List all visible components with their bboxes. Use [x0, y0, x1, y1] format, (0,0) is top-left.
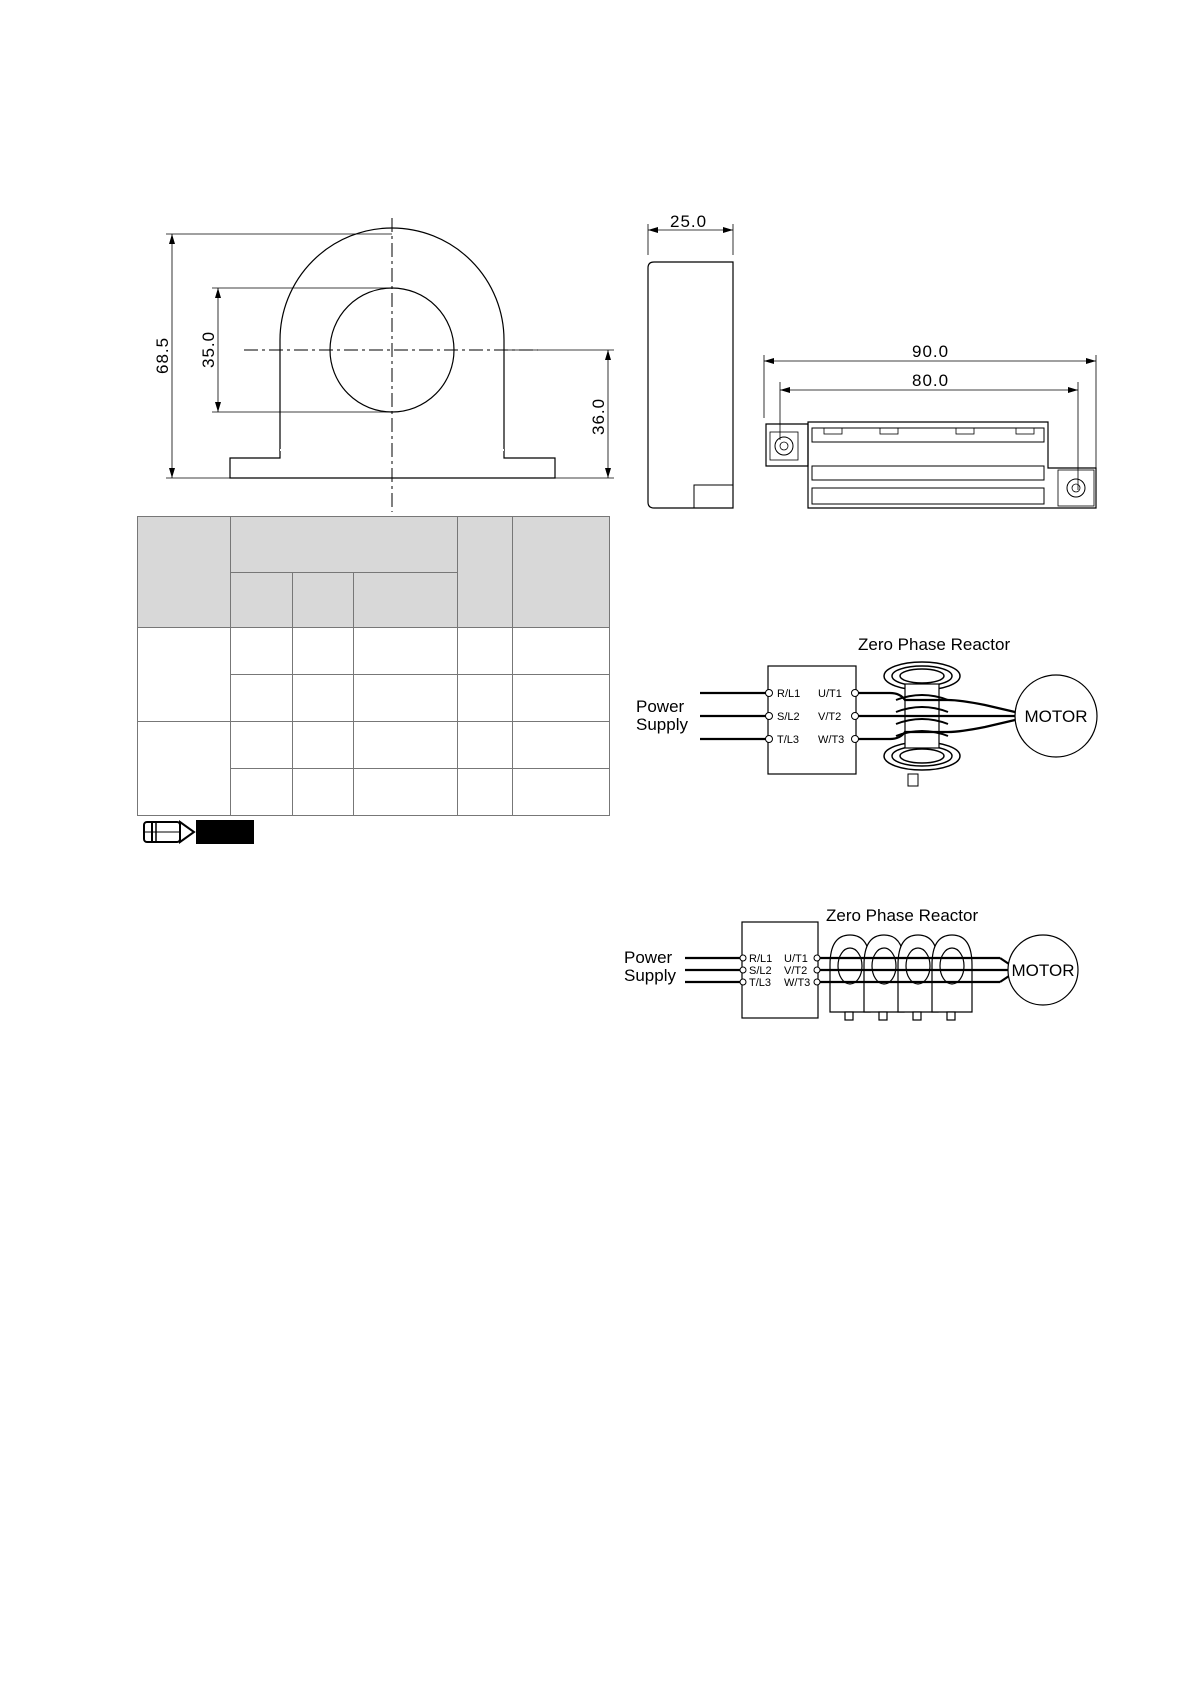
diagram1-source-line2: Supply — [636, 715, 688, 734]
diagram1-output-3: W/T3 — [818, 734, 845, 746]
diagram1-output-1: U/T1 — [818, 688, 842, 700]
diagram2-input-1: R/L1 — [749, 953, 773, 965]
front-view-drawing — [150, 210, 620, 520]
dim-front-height: 68.5 — [153, 336, 172, 374]
diagram1-input-1: R/L1 — [777, 688, 801, 700]
table-header-cell — [293, 573, 354, 628]
diagram2-input-3: T/L3 — [749, 977, 772, 989]
bottom-view-drawing — [755, 330, 1105, 515]
table-row — [138, 722, 610, 769]
diagram2-title: Zero Phase Reactor — [826, 906, 979, 925]
diagram1-motor-label: MOTOR — [1024, 707, 1088, 726]
dim-bore-diameter: 35.0 — [199, 330, 218, 368]
table-header-cell — [513, 517, 610, 628]
dim-side-thickness: 25.0 — [670, 212, 708, 231]
dim-bottom-pitch: 80.0 — [912, 371, 950, 390]
diagram2-source-line2: Supply — [624, 966, 676, 985]
diagram1-input-2: S/L2 — [777, 711, 800, 723]
diagram1-source-line1: Power — [636, 697, 685, 716]
diagram2-motor-label: MOTOR — [1011, 961, 1075, 980]
diagram2-source-line1: Power — [624, 948, 673, 967]
dim-bottom-overall: 90.0 — [912, 342, 950, 361]
diagram2-output-2: V/T2 — [784, 965, 808, 977]
diagram2-output-3: W/T3 — [784, 977, 811, 989]
spec-table — [137, 516, 610, 816]
diagram1-input-3: T/L3 — [777, 734, 800, 746]
diagram2-input-2: S/L2 — [749, 965, 772, 977]
diagram2-output-1: U/T1 — [784, 953, 808, 965]
diagram1-title: Zero Phase Reactor — [858, 635, 1011, 654]
wiring-diagram-multi-core — [620, 900, 1090, 1030]
pencil-note-icon — [142, 818, 198, 846]
table-header-cell — [458, 517, 513, 628]
note-label-box — [196, 820, 254, 844]
table-header-cell — [231, 573, 293, 628]
table-header-cell — [138, 517, 231, 628]
wiring-diagram-single-core — [630, 628, 1100, 798]
side-view-drawing — [640, 210, 740, 510]
table-row — [138, 628, 610, 675]
table-header-cell — [231, 517, 458, 573]
table-header-cell — [354, 573, 458, 628]
dim-center-height: 36.0 — [589, 397, 608, 435]
diagram1-output-2: V/T2 — [818, 711, 842, 723]
